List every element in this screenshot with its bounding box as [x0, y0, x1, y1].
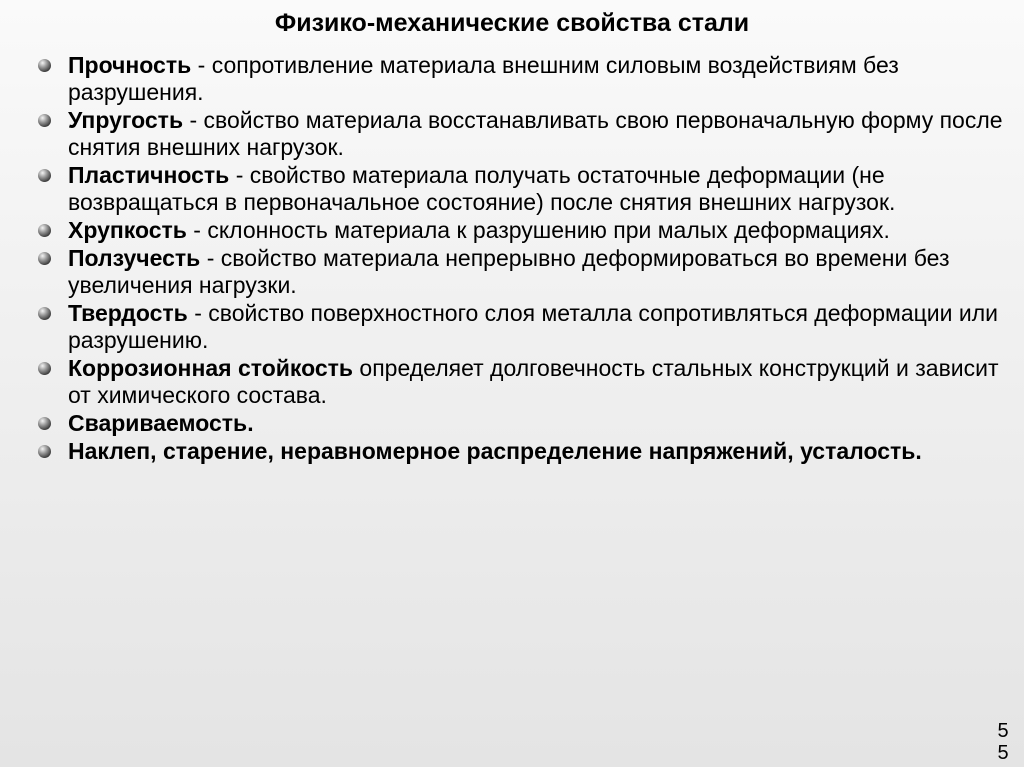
property-term: Твердость — [68, 300, 188, 326]
property-term: Прочность — [68, 52, 192, 78]
list-item-hardness — [36, 300, 1011, 354]
property-description: - сопротивление материала внешним силовым воздействиям без разрушения. — [68, 52, 899, 105]
slide-title: Физико-механические свойства стали — [274, 9, 750, 37]
bullet-icon — [38, 307, 51, 320]
bullet-icon — [38, 59, 51, 72]
list-item-work-hardening-aging-fatigue — [36, 438, 1011, 465]
property-term: Наклеп, старение, неравномерное распределение напряжений, усталость. — [68, 438, 922, 464]
bullet-icon — [38, 445, 51, 458]
property-description: - свойство материала получать остаточные деформации (не возвращаться в первоначальное состояние) после снятия внешних нагрузок. — [68, 162, 896, 215]
bullet-icon — [38, 224, 51, 237]
list-item-brittleness — [36, 217, 1011, 244]
properties-list — [36, 52, 1011, 466]
page-number: 55 — [997, 720, 1009, 764]
property-term: Хрупкость — [68, 217, 187, 243]
property-description: - склонность материала к разрушению при малых деформациях. — [186, 217, 890, 243]
property-term: Ползучесть — [68, 245, 201, 271]
list-item-elasticity — [36, 107, 1011, 161]
bullet-icon — [38, 114, 51, 127]
list-item-corrosion-resistance — [36, 355, 1011, 409]
property-term: Упругость — [68, 107, 184, 133]
list-item-weldability — [36, 410, 1011, 437]
bullet-icon — [38, 169, 51, 182]
list-item-plasticity — [36, 162, 1011, 216]
property-term: Свариваемость. — [68, 410, 254, 436]
list-item-strength — [36, 52, 1011, 106]
property-term: Пластичность — [68, 162, 230, 188]
property-description: определяет долговечность стальных конструкций и зависит от химического состава. — [68, 355, 999, 408]
property-description: - свойство поверхностного слоя металла сопротивляться деформации или разрушению. — [68, 300, 998, 353]
bullet-icon — [38, 252, 51, 265]
property-description: - свойство материала восстанавливать свою первоначальную форму после снятия внешних нагрузок. — [68, 107, 1003, 160]
property-description: - свойство материала непрерывно деформироваться во времени без увеличения нагрузки. — [68, 245, 950, 298]
bullet-icon — [38, 417, 51, 430]
bullet-icon — [38, 362, 51, 375]
list-item-creep — [36, 245, 1011, 299]
property-term: Коррозионная стойкость — [68, 355, 354, 381]
